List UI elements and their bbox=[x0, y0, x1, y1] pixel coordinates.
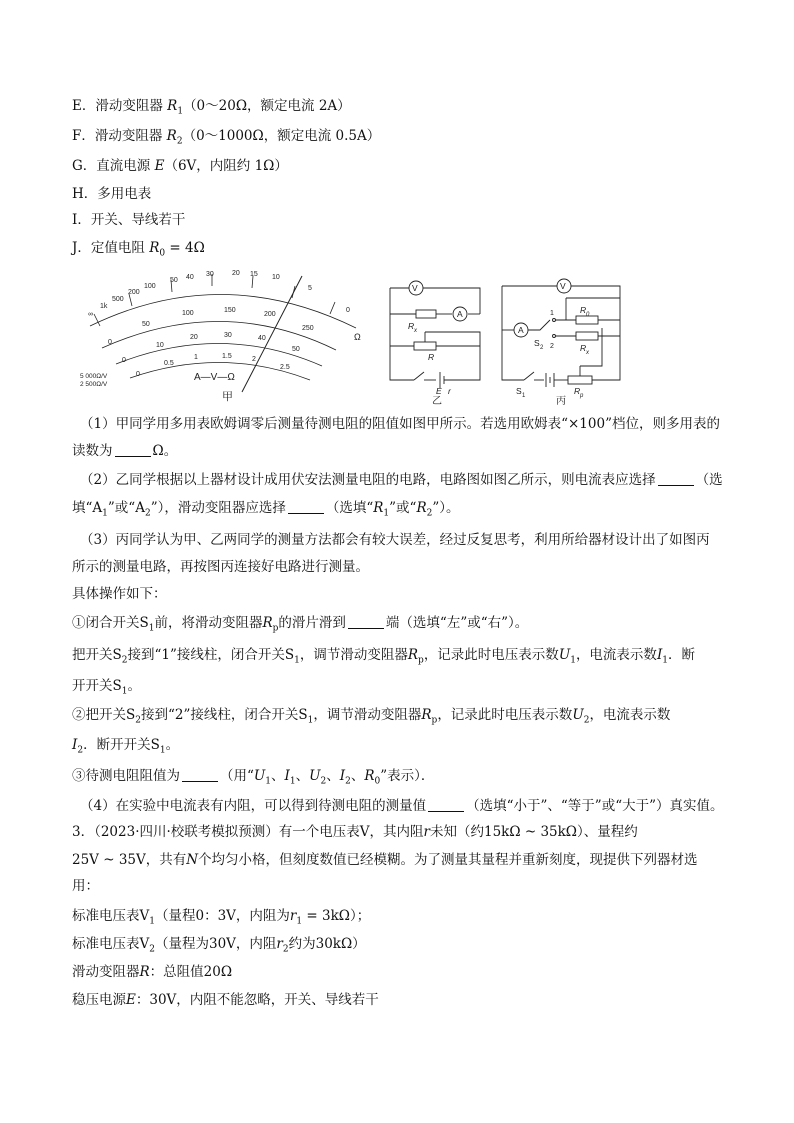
ohm-tick-label: 0 bbox=[346, 307, 350, 314]
ac-tick-label: 2.5 bbox=[280, 364, 290, 371]
ohm-tick-label: 5 bbox=[308, 285, 312, 292]
s1-label: S bbox=[516, 386, 522, 396]
ac-tick-label: 0 bbox=[136, 371, 140, 378]
ohm-symbol: Ω bbox=[354, 332, 361, 342]
rp-sub: p bbox=[580, 393, 584, 399]
step-1-line-3: 开开关$S_1$。 bbox=[72, 678, 141, 697]
rp-label: R bbox=[574, 386, 581, 396]
equipment-v2: 标准电压表$V_2$（量程为30V，内阻$r_2$约为30kΩ） bbox=[72, 936, 366, 955]
question-3-line-3: 具体操作如下： bbox=[72, 586, 167, 602]
equipment-rheostat: 滑动变阻器R：总阻值20Ω bbox=[72, 964, 233, 980]
answer-blank bbox=[348, 614, 384, 629]
step-2-line-1: ②把开关$S_2$接到“2”接线柱，闭合开关$S_1$，调节滑动变阻器$R_p$，记录此时电压表示数$U_2$，电流表示数 bbox=[72, 707, 671, 726]
v2-tick-label: 10 bbox=[156, 342, 164, 349]
equipment-item-h: H．多用电表 bbox=[72, 186, 152, 202]
ohm-tick-label: 30 bbox=[206, 271, 214, 278]
meter-sensitivity: 5 000Ω/V bbox=[80, 373, 108, 380]
question-3-line-1: （3）丙同学认为甲、乙两同学的测量方法都会有较大误差，经过反复思考，利用所给器材设计出了如图丙 bbox=[80, 532, 710, 548]
ac-tick-label: 1.5 bbox=[222, 353, 232, 360]
v2-tick-label: 20 bbox=[190, 334, 198, 341]
problem-3-line-3: 用： bbox=[72, 878, 99, 894]
step-2-line-2: $I_2$．断开开关$S_1$。 bbox=[72, 737, 180, 756]
ohm-tick-label: 10 bbox=[272, 274, 280, 281]
step-3-line: ③待测电阻阻值为 （用“$U_1$、$I_1$、$U_2$、$I_2$、$R_0$”表示）． bbox=[72, 768, 435, 787]
v-tick-label: 100 bbox=[182, 310, 194, 317]
voltmeter-label: V bbox=[412, 283, 418, 293]
ohm-tick-label: 20 bbox=[232, 270, 240, 277]
v-tick-label: 250 bbox=[302, 325, 314, 332]
question-3-line-2: 所示的测量电路，再按图丙连接好电路进行测量。 bbox=[72, 559, 369, 575]
problem-3-line-1: 3．（2023·四川·校联考模拟预测）有一个电压表V，其内阻r未知（约15kΩ ~ 35kΩ）、量程约 bbox=[72, 824, 638, 840]
ohm-tick-label: 100 bbox=[144, 283, 156, 290]
s2-sub: 2 bbox=[540, 345, 544, 351]
answer-blank bbox=[658, 471, 694, 486]
circuit-figure-yi bbox=[390, 281, 480, 388]
figure-label-yi: 乙 bbox=[432, 396, 442, 407]
question-2-line-2: 填“$A_1$”或“$A_2$”），滑动变阻器应选择 （选填“$R_1$”或“$R_2$”）。 bbox=[72, 500, 460, 519]
s2-label: S bbox=[534, 338, 540, 348]
ohm-tick-label: 15 bbox=[250, 271, 258, 278]
answer-blank bbox=[288, 499, 324, 514]
figure-label-jia: 甲 bbox=[222, 391, 233, 403]
figure-area bbox=[72, 268, 672, 408]
ohm-tick-label: 50 bbox=[170, 277, 178, 284]
v-tick-label: 150 bbox=[224, 307, 236, 314]
e-label: E bbox=[436, 386, 442, 396]
question-4-line: （4）在实验中电流表有内阻，可以得到待测电阻的测量值 （选填“小于”、“等于”或“大于”）真实值。 bbox=[80, 798, 724, 814]
rx-label: R bbox=[408, 321, 415, 331]
r-label: R bbox=[428, 352, 435, 362]
question-1-line-1: （1）甲同学用多用表欧姆调零后测量待测电阻的阻值如图甲所示。若选用欧姆表“×100”档位，则多用表的 bbox=[80, 416, 720, 432]
meter-sensitivity: 2 500Ω/V bbox=[80, 381, 108, 388]
v2-tick-label: 50 bbox=[292, 346, 300, 353]
ac-tick-label: 0.5 bbox=[164, 360, 174, 367]
question-2-line-1: （2）乙同学根据以上器材设计成用伏安法测量电阻的电路，电路图如图乙所示，则电流表应选择 （选 bbox=[80, 472, 723, 488]
r-int-label: r bbox=[448, 386, 451, 396]
ohm-tick-label: 40 bbox=[186, 274, 194, 281]
ammeter-label: A bbox=[457, 309, 463, 319]
v-tick-label: 200 bbox=[264, 311, 276, 318]
rx-sub: x bbox=[414, 328, 417, 334]
v-tick-label: 0 bbox=[108, 339, 112, 346]
meter-mode-label: A—V—Ω bbox=[194, 372, 235, 383]
v-tick-label: 50 bbox=[142, 321, 150, 328]
v2-tick-label: 40 bbox=[258, 335, 266, 342]
r0-sub: 0 bbox=[586, 312, 590, 318]
v2-tick-label: 0 bbox=[122, 357, 126, 364]
problem-3-line-2: 25V ~ 35V，共有N个均匀小格，但刻度数值已经模糊。为了测量其量程并重新刻度，现提供下列器材选 bbox=[72, 852, 698, 868]
figure-label-bing: 丙 bbox=[556, 396, 566, 407]
pos-1-label: 1 bbox=[550, 310, 554, 317]
ac-tick-label: 1 bbox=[194, 354, 198, 361]
equipment-item-g: G．直流电源 E（6V，内阻约 1Ω） bbox=[72, 158, 288, 174]
answer-blank bbox=[428, 797, 464, 812]
step-1-line-2: 把开关$S_2$接到“1”接线柱，闭合开关$S_1$，调节滑动变阻器$R_p$，记录此时电压表示数$U_1$，电流表示数$I_1$．断 bbox=[72, 647, 696, 666]
equipment-item-f: F．滑动变阻器 $R_2(0\sim 1000\Omega$，额定电流 0.5A） bbox=[72, 128, 381, 147]
ac-tick-label: 2 bbox=[252, 356, 256, 363]
r0-label: R bbox=[580, 305, 587, 315]
pos-2-label: 2 bbox=[550, 343, 554, 350]
ohm-tick-label: ∞ bbox=[88, 311, 93, 318]
rx-sub: x bbox=[586, 350, 589, 356]
equipment-v1: 标准电压表$V_1$（量程0：3V，内阻为$r_1 = 3k\Omega$）； bbox=[72, 908, 371, 927]
ammeter-label: A bbox=[518, 325, 524, 335]
answer-blank bbox=[115, 442, 151, 457]
equipment-item-j: J．定值电阻 $R_0 = 4\Omega$ bbox=[72, 240, 205, 259]
ohm-tick-label: 200 bbox=[128, 289, 140, 296]
equipment-power-supply: 稳压电源E：30V，内阻不能忽略，开关、导线若干 bbox=[72, 992, 379, 1008]
equipment-item-e: E．滑动变阻器 $R_1(0\sim 20\Omega$，额定电流 2A） bbox=[72, 98, 351, 117]
rx-label: R bbox=[580, 343, 587, 353]
v2-tick-label: 30 bbox=[224, 332, 232, 339]
equipment-item-i: I．开关、导线若干 bbox=[72, 212, 186, 228]
ohm-tick-label: 500 bbox=[112, 296, 124, 303]
step-1-line-1: ①闭合开关$S_1$前，将滑动变阻器$R_p$的滑片滑到 端（选填“左”或“右”）。 bbox=[72, 615, 529, 634]
ohm-tick-label: 1k bbox=[100, 303, 108, 310]
question-1-line-2: 读数为 Ω。 bbox=[72, 443, 178, 459]
s1-sub: 1 bbox=[522, 393, 526, 399]
voltmeter-label: V bbox=[560, 281, 566, 291]
answer-blank bbox=[182, 767, 218, 782]
